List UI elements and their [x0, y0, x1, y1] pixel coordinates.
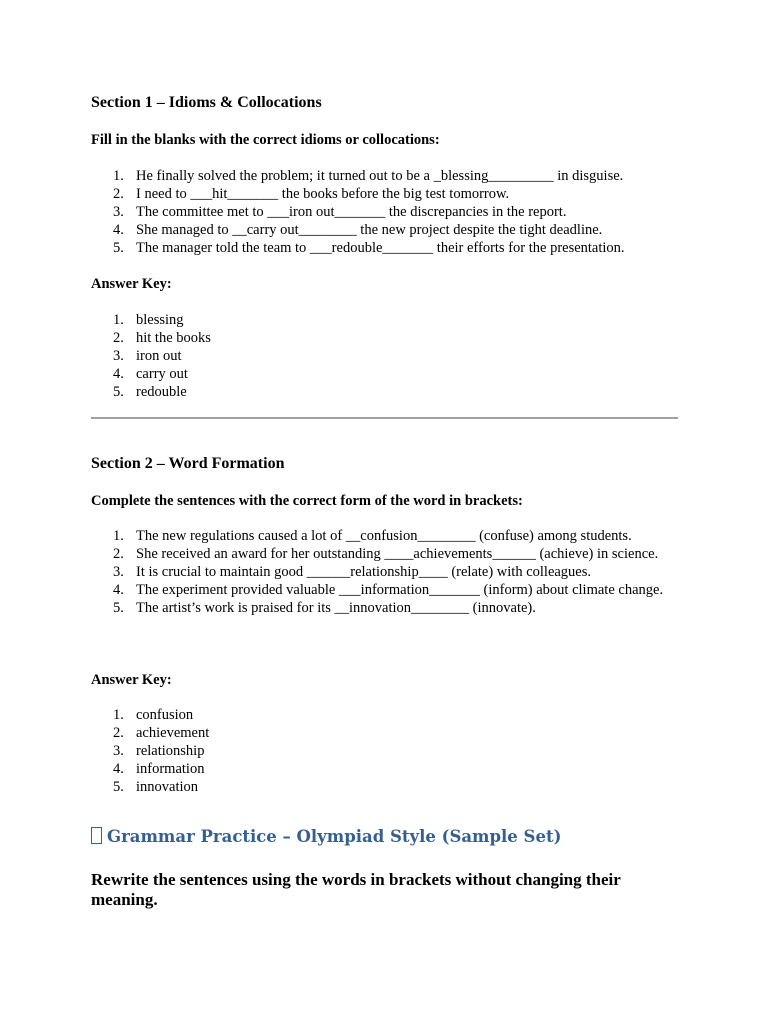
list-item	[91, 239, 681, 257]
answer-text: relationship	[136, 743, 205, 759]
list-number: 1.	[113, 312, 124, 328]
answer-text: iron out	[136, 348, 182, 364]
answer-text: hit the books	[136, 330, 211, 346]
list-item	[91, 706, 681, 724]
missing-glyph-box-icon	[91, 827, 102, 844]
list-number: 5.	[113, 240, 124, 256]
list-number: 3.	[113, 348, 124, 364]
list-item	[91, 778, 681, 796]
question-text: She managed to __carry out________ the new project despite the tight deadline.	[136, 222, 603, 238]
grammar-practice-title: Grammar Practice – Olympiad Style (Sample Set)	[107, 827, 562, 846]
question-text: The manager told the team to ___redouble_______ their efforts for the presentation.	[136, 240, 625, 256]
list-item	[91, 563, 681, 581]
list-number: 4.	[113, 761, 124, 777]
list-item	[91, 347, 681, 365]
answer-text: achievement	[136, 725, 210, 741]
answer-text: information	[136, 761, 205, 777]
section-2-question-list	[91, 527, 681, 617]
list-item	[91, 545, 681, 563]
list-number: 2.	[113, 330, 124, 346]
question-text: I need to ___hit_______ the books before the big test tomorrow.	[136, 186, 510, 202]
list-item	[91, 742, 681, 760]
list-number: 3.	[113, 564, 124, 580]
list-item	[91, 581, 681, 599]
question-text: The experiment provided valuable ___information_______ (inform) about climate change.	[136, 582, 664, 598]
list-item	[91, 760, 681, 778]
list-item	[91, 365, 681, 383]
list-item	[91, 383, 681, 401]
horizontal-divider	[91, 417, 678, 419]
section-2-heading: Section 2 – Word Formation	[91, 455, 285, 472]
answer-text: confusion	[136, 707, 194, 723]
list-item	[91, 221, 681, 239]
list-item	[91, 527, 681, 545]
list-number: 4.	[113, 366, 124, 382]
list-item	[91, 203, 681, 221]
answer-text: innovation	[136, 779, 199, 795]
list-number: 4.	[113, 222, 124, 238]
list-number: 1.	[113, 168, 124, 184]
list-number: 3.	[113, 204, 124, 220]
grammar-practice-heading	[91, 826, 561, 848]
list-item	[91, 311, 681, 329]
question-text: The new regulations caused a lot of __confusion________ (confuse) among students.	[136, 528, 632, 544]
list-number: 5.	[113, 779, 124, 795]
list-item	[91, 167, 681, 185]
list-number: 1.	[113, 707, 124, 723]
rewrite-instruction: Rewrite the sentences using the words in brackets without changing their meaning.	[91, 870, 621, 909]
list-number: 2.	[113, 186, 124, 202]
list-number: 2.	[113, 546, 124, 562]
section-1-answer-key-label: Answer Key:	[91, 276, 172, 292]
answer-text: blessing	[136, 312, 184, 328]
section-1-instruction: Fill in the blanks with the correct idioms or collocations:	[91, 132, 440, 148]
question-text: He finally solved the problem; it turned out to be a _blessing_________ in disguise.	[136, 168, 624, 184]
section-1-answer-list	[91, 311, 681, 401]
answer-text: redouble	[136, 384, 187, 400]
list-number: 5.	[113, 384, 124, 400]
list-number: 3.	[113, 743, 124, 759]
section-2-answer-key-label: Answer Key:	[91, 672, 172, 688]
question-text: The artist’s work is praised for its __innovation________ (innovate).	[136, 600, 536, 616]
list-number: 5.	[113, 600, 124, 616]
section-2-answer-list	[91, 706, 681, 796]
question-text: It is crucial to maintain good ______relationship____ (relate) with colleagues.	[136, 564, 592, 580]
list-item	[91, 185, 681, 203]
list-item	[91, 724, 681, 742]
question-text: She received an award for her outstanding ____achievements______ (achieve) in science.	[136, 546, 659, 562]
list-item	[91, 329, 681, 347]
section-1-heading: Section 1 – Idioms & Collocations	[91, 94, 322, 111]
list-number: 1.	[113, 528, 124, 544]
section-1-question-list	[91, 167, 681, 257]
answer-text: carry out	[136, 366, 188, 382]
list-item	[91, 599, 681, 617]
list-number: 2.	[113, 725, 124, 741]
question-text: The committee met to ___iron out_______ the discrepancies in the report.	[136, 204, 567, 220]
list-number: 4.	[113, 582, 124, 598]
section-2-instruction: Complete the sentences with the correct form of the word in brackets:	[91, 493, 523, 509]
